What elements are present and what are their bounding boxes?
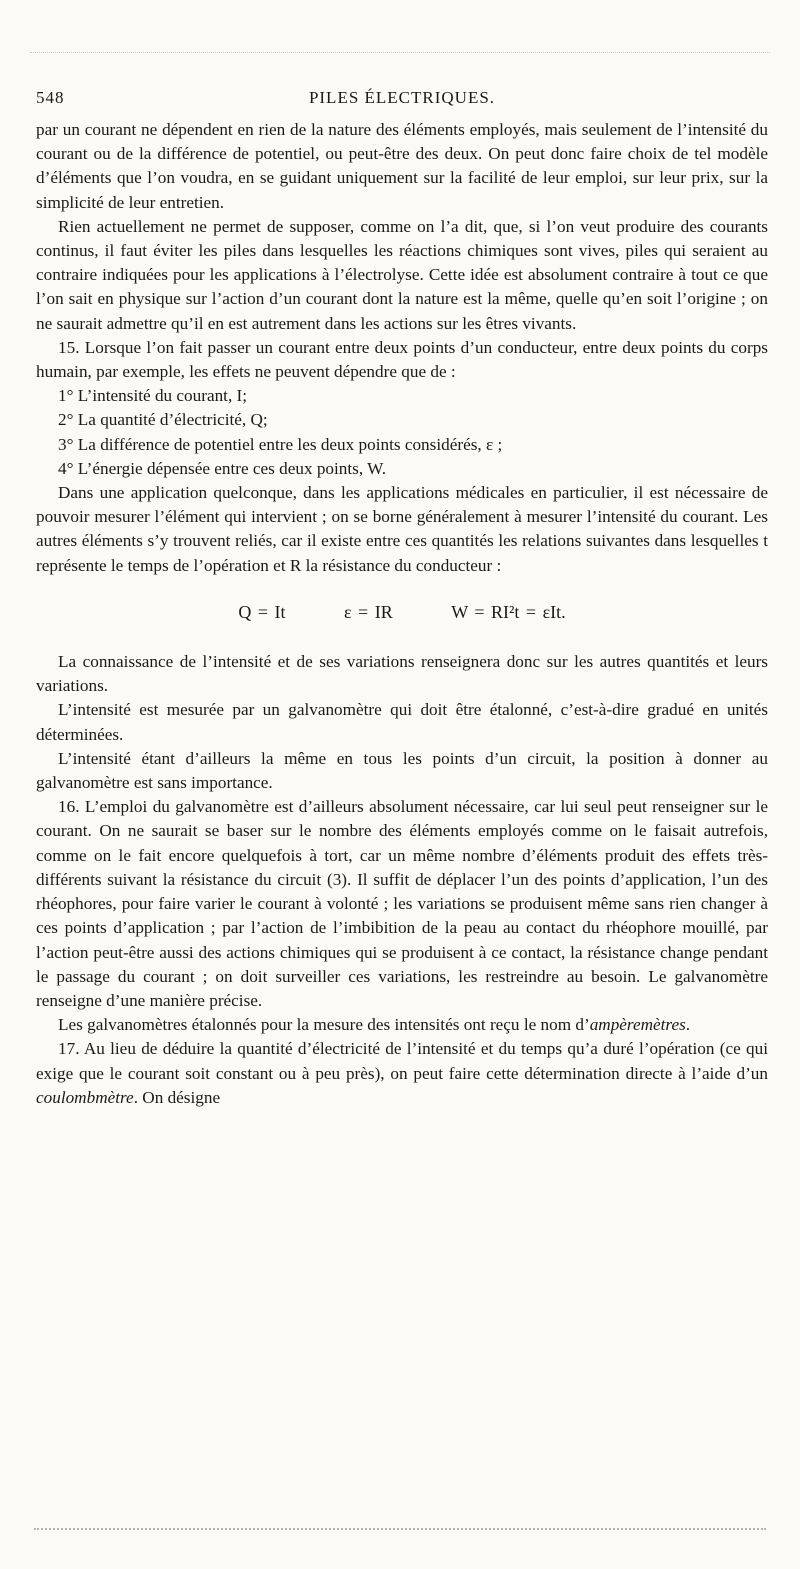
paragraph-amperemetres (36, 1013, 768, 1037)
paragraph: L’intensité étant d’ailleurs la même en tous les points d’un circuit, la position à donner au galvanomètre est sans importance. (36, 748, 768, 793)
page-header (36, 88, 768, 118)
paragraph: L’intensité est mesurée par un galvanomètre qui doit être étalonné, c’est-à-dire gradué en unités déterminées. (36, 700, 768, 744)
list-item-energy: 4° L’énergie dépensée entre ces deux points, W. (58, 458, 387, 478)
formula-potential: ε = IR (344, 601, 393, 622)
term-coulombmetre: coulombmètre (36, 1087, 134, 1107)
formula-line (36, 600, 768, 624)
paragraph-continuation: par un courant ne dépendent en rien de la nature des éléments employés, mais seulement de l’intensité du courant ou de la différence de potentiel, ou peut-être des deux. On peut donc faire choix de tel modèle d’éléments que l’on voudra, en se guidant uniquement sur la facilité de leur emploi, sur leur prix, sur la simplicité de leur entretien. (36, 120, 768, 212)
running-title: PILES ÉLECTRIQUES. (308, 88, 496, 107)
paragraph: La connaissance de l’intensité et de ses variations renseignera donc sur les autres quantités et leurs variations. (36, 652, 768, 696)
book-page (36, 88, 768, 1110)
formula-charge: Q = It (238, 601, 286, 622)
list-item-quantity: 2° La quantité d’électricité, Q; (58, 410, 268, 430)
term-amperemetres: ampèremètres (589, 1015, 686, 1035)
paragraph-lead: 17. Au lieu de déduire la quantité d’électricité de l’intensité et du temps qu’a duré l’opération (ce qui exige que le courant soit constant ou à peu près), on peut faire cette détermination directe à l’aide d’un (36, 1039, 768, 1083)
paragraph-section-15: 15. Lorsque l’on fait passer un courant entre deux points d’un conducteur, entre deux points du corps humain, par exemple, les effets ne peuvent dépendre que de : (36, 337, 768, 382)
list-item-intensity: 1° L’intensité du courant, I; (58, 386, 248, 406)
paragraph-tail: . (685, 1015, 691, 1035)
paragraph-section-17 (36, 1037, 768, 1110)
formula-energy: W = RI²t = εIt. (451, 601, 566, 622)
paragraph-lead: Les galvanomètres étalonnés pour la mesure des intensités ont reçu le nom d’ (58, 1015, 590, 1035)
bottom-print-artifact (34, 1528, 766, 1530)
paragraph: Dans une application quelconque, dans les applications médicales en particulier, il est nécessaire de pouvoir mesurer l’élément qui intervient ; on se borne généralement à mesurer l’intensité du courant. Les autres éléments s’y trouvent reliés, car il existe entre ces quantités les relations suivantes dans lesquelles t représente le temps de l’opération et R la résistance du conducteur : (36, 483, 768, 575)
list-item-potential: 3° La différence de potentiel entre les deux points considérés, ε ; (58, 434, 503, 454)
body-text (36, 118, 768, 1110)
paragraph-tail: . On désigne (133, 1087, 221, 1107)
top-print-artifact (30, 52, 770, 53)
paragraph-section-16: 16. L’emploi du galvanomètre est d’ailleurs absolument nécessaire, car lui seul peut renseigner sur le courant. On ne saurait se baser sur le nombre des éléments employés comme on le faisait autrefois, comme on le fait encore quelquefois à tort, car un même nombre d’éléments produit des effets très-différents suivant la résistance du circuit (3). Il suffit de déplacer l’un des points d’application, l’un des rhéophores, pour faire varier le courant à volonté ; les variations se produisent même sans rien changer à ces points d’application ; par l’action de l’imbibition de la peau au contact du rhéophore mouillé, par l’action peut-être aussi des actions chimiques qui se produisent à ce contact, la résistance change pendant le passage du courant ; on doit surveiller ces variations, les restreindre au besoin. Le galvanomètre renseigne d’une manière précise. (36, 797, 768, 1010)
page-number: 548 (36, 88, 65, 107)
paragraph: Rien actuellement ne permet de supposer, comme on l’a dit, que, si l’on veut produire des courants continus, il faut éviter les piles dans lesquelles les réactions chimiques sont vives, piles qui seraient au contraire indiquées pour les applications à l’électrolyse. Cette idée est absolument contraire à tout ce que l’on sait en physique sur l’action d’un courant dont la nature est la même, quelle qu’en soit l’origine ; on ne saurait admettre qu’il en est autrement dans les actions sur les êtres vivants. (36, 216, 768, 333)
